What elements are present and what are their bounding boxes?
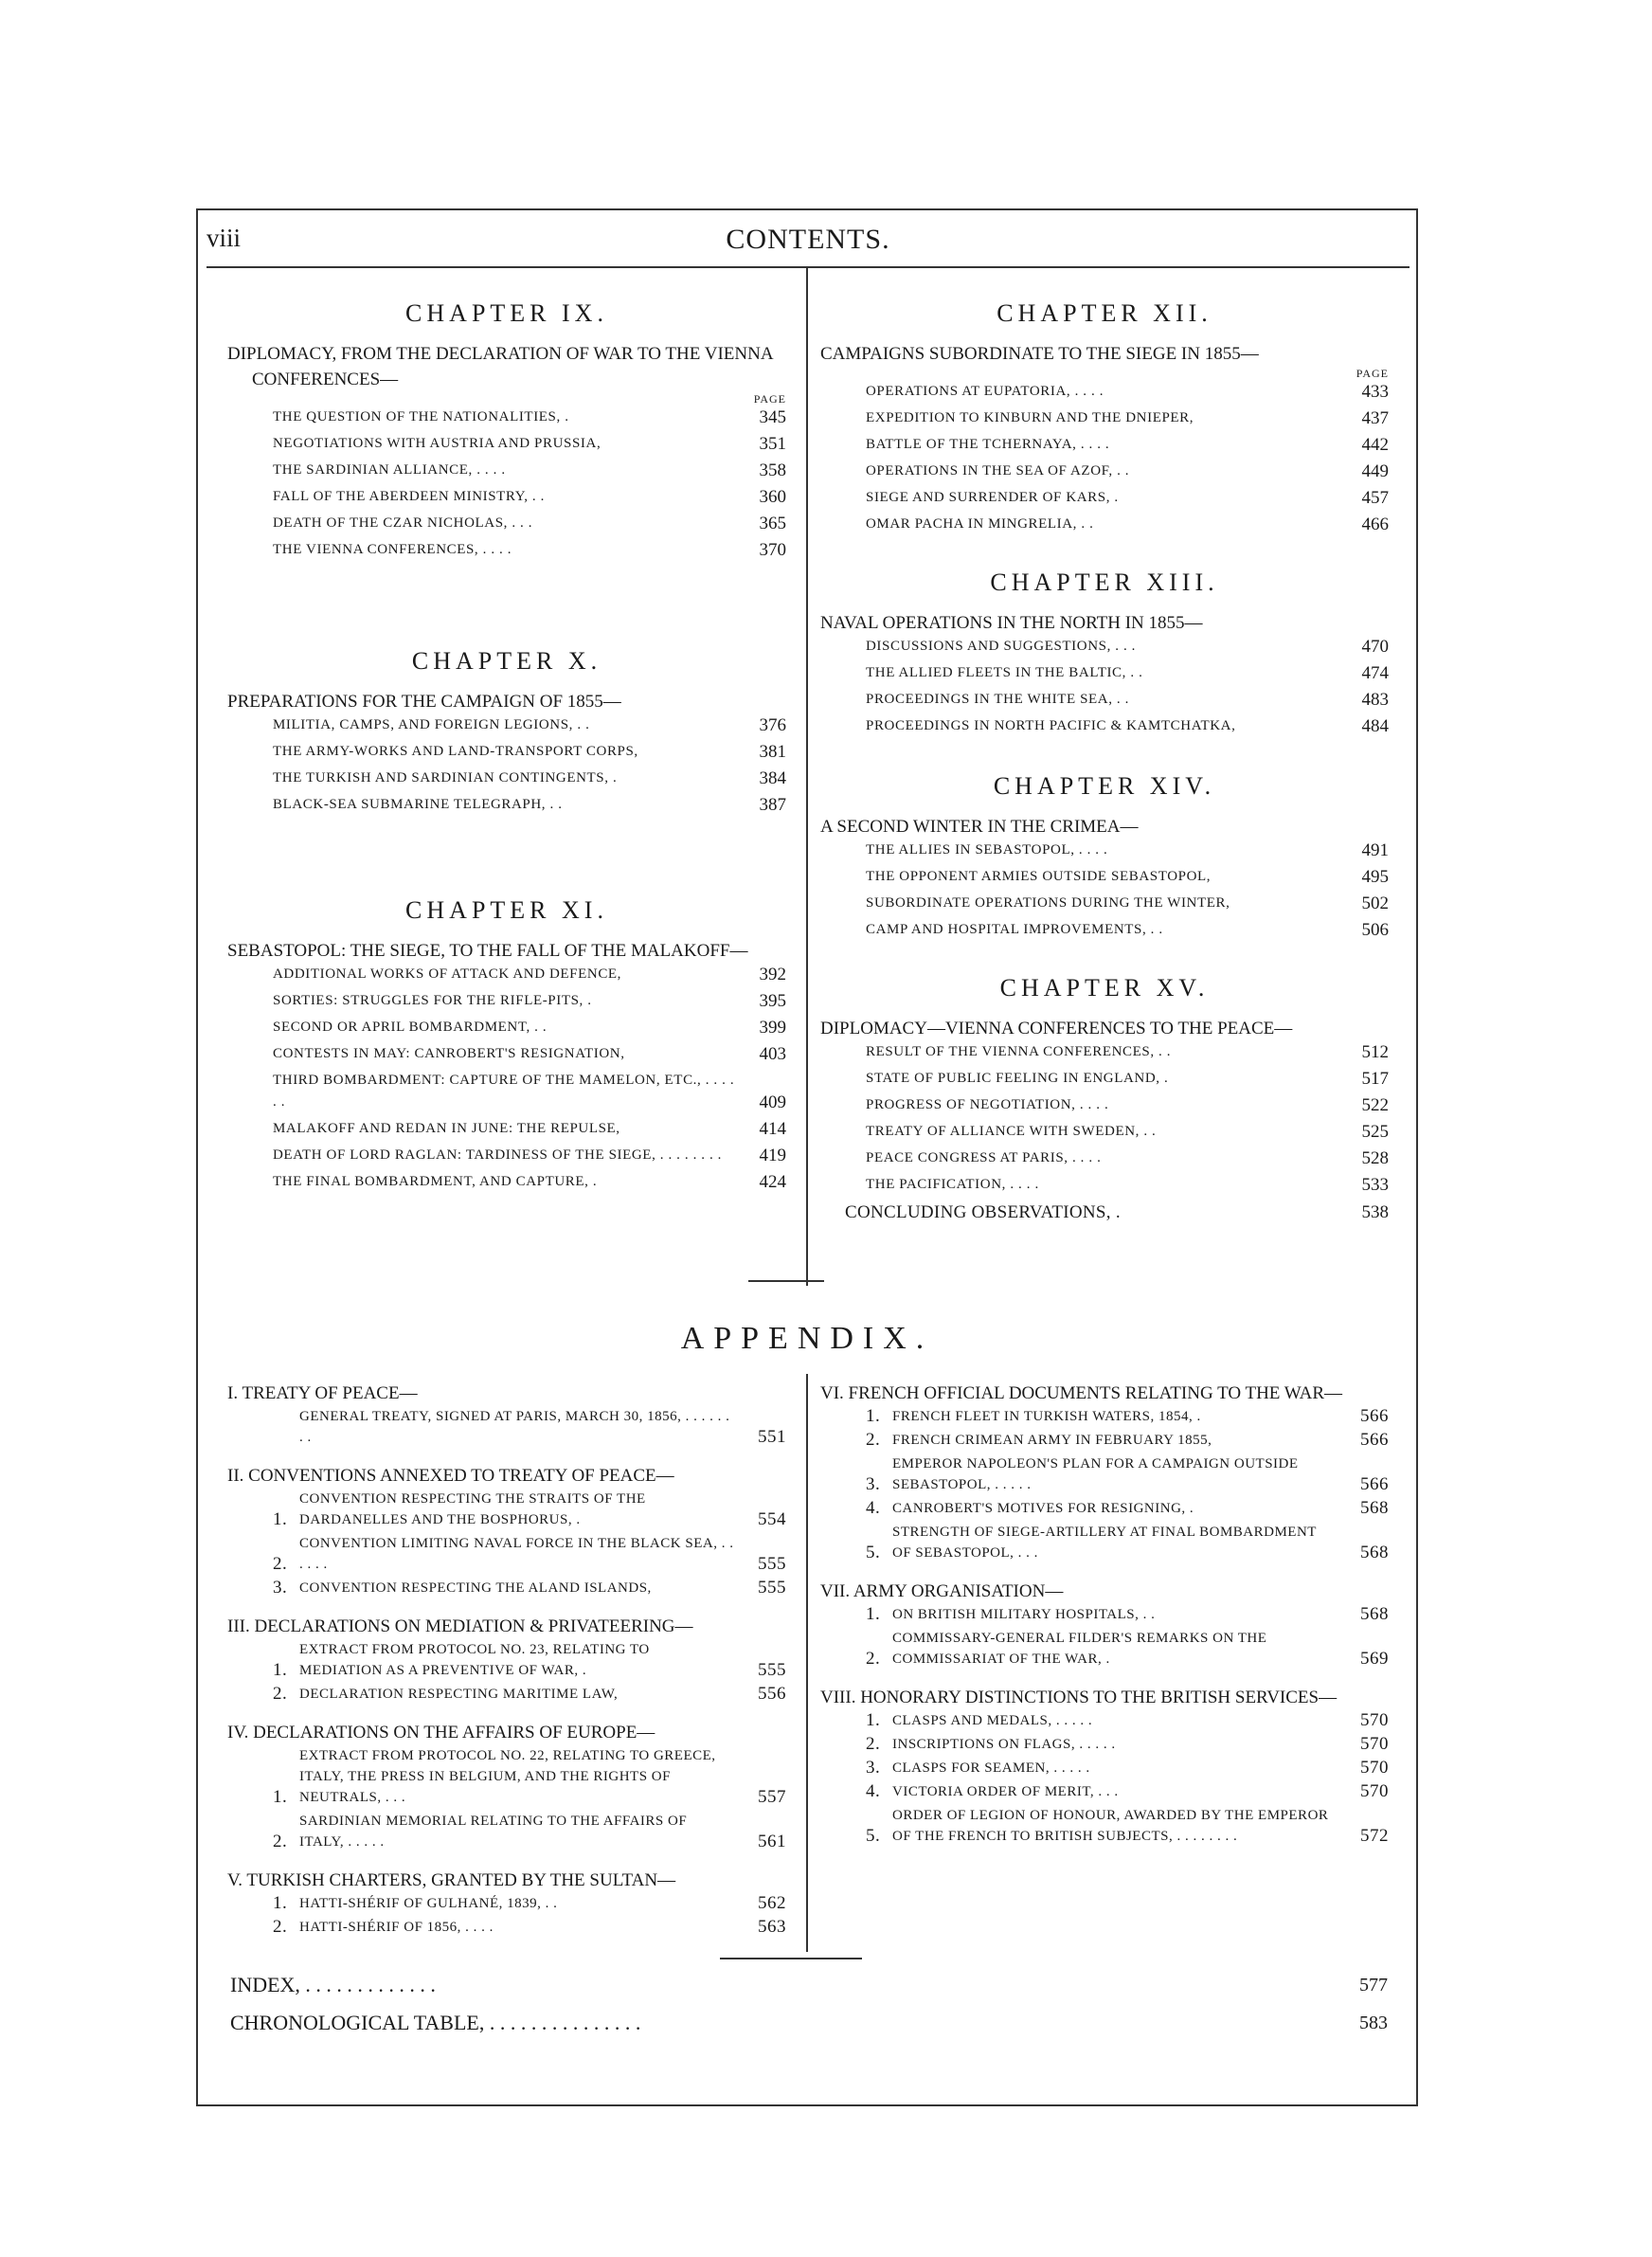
appendix-section — [227, 1381, 786, 1458]
appendix-entry[interactable] — [227, 1533, 786, 1575]
appendix-right-column — [820, 1376, 1389, 1857]
section-rule — [748, 1280, 824, 1282]
appendix-section-title: V. TURKISH CHARTERS, GRANTED BY THE SULTAN— — [227, 1870, 676, 1890]
chapter-ch9 — [227, 299, 786, 561]
chapter-ch13 — [820, 569, 1389, 737]
page-number: 551 — [758, 1427, 786, 1447]
item-number: 1. — [866, 1710, 881, 1730]
item-number: 5. — [866, 1543, 881, 1562]
concluding-entry[interactable] — [820, 1201, 1389, 1223]
chapter-title: SEBASTOPOL: THE SIEGE, TO THE FALL OF THE MALAKOFF— — [227, 941, 748, 961]
page-number: 554 — [758, 1509, 786, 1529]
toc-entry[interactable] — [820, 1041, 1389, 1063]
toc-entry[interactable] — [820, 407, 1389, 429]
item-number: 1. — [866, 1406, 881, 1426]
appendix-section — [227, 1464, 786, 1609]
appendix-entry[interactable] — [820, 1406, 1389, 1427]
page-number: 474 — [1361, 663, 1389, 683]
appendix-section-title: IV. DECLARATIONS ON THE AFFAIRS OF EUROPE— — [227, 1723, 655, 1742]
page-number: 381 — [759, 742, 786, 762]
toc-entry[interactable] — [820, 689, 1389, 711]
item-number: 1. — [273, 1660, 288, 1680]
toc-entry[interactable] — [820, 840, 1389, 861]
entry-title: OPERATIONS IN THE SEA OF AZOF, . . — [866, 463, 1130, 478]
entry-title: EMPEROR NAPOLEON'S PLAN FOR A CAMPAIGN OUTSIDE SEBASTOPOL, . . . . . — [892, 1456, 1299, 1492]
entry-title: THE QUESTION OF THE NATIONALITIES, . — [273, 409, 569, 424]
page-number: 399 — [759, 1018, 786, 1038]
entry-title: SUBORDINATE OPERATIONS DURING THE WINTER, — [866, 895, 1230, 911]
toc-entry[interactable] — [227, 460, 786, 481]
chapter-ch15 — [820, 974, 1389, 1223]
entry-title: CONVENTION LIMITING NAVAL FORCE IN THE BLACK SEA, . . . . . . — [299, 1536, 734, 1572]
item-number: 3. — [866, 1474, 881, 1494]
toc-entry[interactable] — [820, 1121, 1389, 1143]
item-number: 2. — [866, 1734, 881, 1754]
page-number: 528 — [1361, 1148, 1389, 1168]
chapter-heading: CHAPTER XV. — [999, 974, 1210, 1002]
item-number: 4. — [866, 1781, 881, 1801]
page-number: 561 — [758, 1832, 786, 1851]
entry-title: THE OPPONENT ARMIES OUTSIDE SEBASTOPOL, — [866, 869, 1212, 884]
chapter-heading: CHAPTER XII. — [997, 299, 1212, 327]
toc-entry[interactable] — [820, 893, 1389, 914]
appendix-entry[interactable] — [820, 1498, 1389, 1519]
entry-title: GENERAL TREATY, SIGNED AT PARIS, MARCH 30, 1856, . . . . . . . . — [299, 1409, 730, 1445]
appendix-entry[interactable] — [820, 1628, 1389, 1670]
page-number: 345 — [759, 407, 786, 427]
page-number: 570 — [1360, 1710, 1389, 1730]
entry-title: EXTRACT FROM PROTOCOL NO. 23, RELATING TO MEDIATION AS A PREVENTIVE OF WAR, . — [299, 1642, 650, 1678]
chapter-title: A SECOND WINTER IN THE CRIMEA— — [820, 817, 1139, 837]
entry-title: SARDINIAN MEMORIAL RELATING TO THE AFFAIRS OF ITALY, . . . . . — [299, 1814, 688, 1850]
page-number: 484 — [1361, 716, 1389, 736]
appendix-entry[interactable] — [820, 1734, 1389, 1755]
item-number: 1. — [866, 1604, 881, 1624]
appendix-entry[interactable] — [227, 1811, 786, 1852]
toc-entry[interactable] — [227, 539, 786, 561]
toc-entry[interactable] — [820, 381, 1389, 403]
appendix-section-title: II. CONVENTIONS ANNEXED TO TREATY OF PEACE— — [227, 1466, 674, 1486]
entry-title: CLASPS AND MEDALS, . . . . . — [892, 1713, 1093, 1728]
item-number: 1. — [273, 1893, 288, 1913]
page-number: 522 — [1361, 1095, 1389, 1115]
entry-title: THE VIENNA CONFERENCES, . . . . — [273, 542, 512, 557]
item-number: 2. — [273, 1832, 288, 1851]
toc-entry[interactable] — [227, 767, 786, 789]
toc-entry[interactable] — [227, 1043, 786, 1065]
chapter-heading: CHAPTER XI. — [405, 896, 608, 924]
item-number: 5. — [866, 1826, 881, 1846]
page-number: 395 — [759, 991, 786, 1011]
page-number: 437 — [1361, 408, 1389, 428]
page-number: 566 — [1360, 1406, 1389, 1426]
page-number: 533 — [1361, 1175, 1389, 1195]
entry-title: STRENGTH OF SIEGE-ARTILLERY AT FINAL BOMBARDMENT OF SEBASTOPOL, . . . — [892, 1525, 1317, 1561]
entry-title: FALL OF THE ABERDEEN MINISTRY, . . — [273, 489, 545, 504]
appendix-entry[interactable] — [227, 1578, 786, 1598]
closing-rule — [720, 1958, 862, 1959]
running-title: CONTENTS. — [726, 224, 890, 255]
entry-title: DEATH OF LORD RAGLAN: TARDINESS OF THE SIEGE, . . . . . . . . — [273, 1147, 723, 1163]
page-number: 568 — [1360, 1498, 1389, 1518]
page-number: 568 — [1360, 1543, 1389, 1562]
appendix-entry[interactable] — [820, 1781, 1389, 1802]
appendix-entry[interactable] — [820, 1604, 1389, 1625]
entry-title: INSCRIPTIONS ON FLAGS, . . . . . — [892, 1737, 1116, 1752]
chapter-title: PREPARATIONS FOR THE CAMPAIGN OF 1855— — [227, 692, 621, 712]
page-number: 525 — [1361, 1122, 1389, 1142]
entry-title: MILITIA, CAMPS, AND FOREIGN LEGIONS, . . — [273, 717, 590, 732]
appendix-left-column — [227, 1376, 786, 1948]
entry-title: FRENCH CRIMEAN ARMY IN FEBRUARY 1855, — [892, 1433, 1212, 1448]
entry-title: FRENCH FLEET IN TURKISH WATERS, 1854, . — [892, 1409, 1201, 1424]
chapter-title: DIPLOMACY, FROM THE DECLARATION OF WAR TO THE VIENNA CONFERENCES— — [227, 344, 773, 389]
appendix-entry[interactable] — [227, 1406, 786, 1448]
entry-title: CONTESTS IN MAY: CANROBERT'S RESIGNATION, — [273, 1046, 625, 1061]
chapter-heading: CHAPTER X. — [411, 647, 602, 675]
entry-title: PEACE CONGRESS AT PARIS, . . . . — [866, 1150, 1102, 1165]
toc-entry[interactable] — [227, 1017, 786, 1038]
entry-title: BATTLE OF THE TCHERNAYA, . . . . — [866, 437, 1110, 452]
page-number: 376 — [759, 715, 786, 735]
toc-entry[interactable] — [820, 866, 1389, 888]
toc-entry[interactable] — [820, 1094, 1389, 1116]
appendix-entry[interactable] — [227, 1893, 786, 1914]
page-number: 442 — [1361, 435, 1389, 455]
page-number: 583 — [1359, 2013, 1388, 2033]
entry-title: PROCEEDINGS IN THE WHITE SEA, . . — [866, 692, 1129, 707]
chapter-title: CAMPAIGNS SUBORDINATE TO THE SIEGE IN 1855— — [820, 344, 1259, 364]
toc-entry[interactable] — [227, 406, 786, 428]
entry-title: MALAKOFF AND REDAN IN JUNE: THE REPULSE, — [273, 1121, 620, 1136]
column-divider-appendix — [806, 1374, 808, 1952]
entry-title: THE TURKISH AND SARDINIAN CONTINGENTS, . — [273, 770, 618, 785]
appendix-entry[interactable] — [820, 1710, 1389, 1731]
appendix-entry[interactable] — [227, 1684, 786, 1705]
toc-entry[interactable] — [820, 1147, 1389, 1169]
toc-entry[interactable] — [227, 714, 786, 736]
entry-title: CANROBERT'S MOTIVES FOR RESIGNING, . — [892, 1501, 1194, 1516]
page-number: 572 — [1360, 1826, 1389, 1846]
entry-title: THE SARDINIAN ALLIANCE, . . . . — [273, 462, 506, 478]
page-number: 365 — [759, 514, 786, 533]
toc-entry[interactable] — [227, 486, 786, 508]
item-number: 2. — [273, 1554, 288, 1574]
page-number: 403 — [759, 1044, 786, 1064]
appendix-section-title: VI. FRENCH OFFICIAL DOCUMENTS RELATING TO THE WAR— — [820, 1383, 1343, 1403]
appendix-section-title: VIII. HONORARY DISTINCTIONS TO THE BRITISH SERVICES— — [820, 1688, 1338, 1707]
page-number: 358 — [759, 460, 786, 480]
appendix-section — [820, 1381, 1389, 1574]
toc-entry[interactable] — [820, 460, 1389, 482]
page-number: 414 — [759, 1119, 786, 1139]
appendix-section — [820, 1686, 1389, 1857]
entry-title: EXPEDITION TO KINBURN AND THE DNIEPER, — [866, 410, 1194, 425]
entry-title: COMMISSARY-GENERAL FILDER'S REMARKS ON THE COMMISSARIAT OF THE WAR, . — [892, 1631, 1267, 1667]
toc-entry[interactable] — [227, 741, 786, 763]
toc-entry[interactable] — [820, 636, 1389, 658]
page-number: 384 — [759, 768, 786, 788]
page-number: 577 — [1359, 1975, 1388, 1995]
item-number: 2. — [273, 1684, 288, 1704]
page-number: 556 — [758, 1684, 786, 1704]
page-number: 555 — [758, 1578, 786, 1598]
appendix-entry[interactable] — [820, 1430, 1389, 1451]
item-number: 3. — [866, 1758, 881, 1778]
toc-entry[interactable] — [820, 662, 1389, 684]
header-rule — [206, 266, 1410, 268]
page-number: 570 — [1360, 1781, 1389, 1801]
column-divider-top — [806, 267, 808, 1286]
appendix-entry[interactable] — [227, 1489, 786, 1530]
appendix-entry[interactable] — [820, 1522, 1389, 1563]
toc-entry[interactable] — [820, 1174, 1389, 1196]
chapter-heading: CHAPTER XIII. — [990, 569, 1219, 596]
entry-title: THIRD BOMBARDMENT: CAPTURE OF THE MAMELON, ETC., . . . . . . — [273, 1073, 735, 1110]
appendix-entry[interactable] — [820, 1805, 1389, 1847]
page-number: 517 — [1361, 1069, 1389, 1089]
entry-title: VICTORIA ORDER OF MERIT, . . . — [892, 1784, 1119, 1799]
item-number: 2. — [273, 1917, 288, 1937]
appendix-entry[interactable] — [820, 1454, 1389, 1495]
page-header — [206, 224, 1410, 262]
entry-title: CHRONOLOGICAL TABLE, . . . . . . . . . . . . . . . — [230, 2011, 641, 2034]
page-number: 470 — [1361, 637, 1389, 657]
appendix-section — [820, 1580, 1389, 1680]
entry-title: CONVENTION RESPECTING THE STRAITS OF THE DARDANELLES AND THE BOSPHORUS, . — [299, 1491, 646, 1527]
index-entry[interactable] — [230, 1966, 1388, 2004]
chapter-ch10 — [227, 647, 786, 816]
toc-entry[interactable] — [227, 1145, 786, 1166]
entry-title: THE PACIFICATION, . . . . — [866, 1177, 1039, 1192]
chapter-ch14 — [820, 772, 1389, 941]
page-number: 387 — [759, 795, 786, 815]
appendix-section — [227, 1615, 786, 1715]
appendix-entry[interactable] — [820, 1758, 1389, 1779]
toc-entry[interactable] — [820, 715, 1389, 737]
toc-entry[interactable] — [227, 964, 786, 985]
entry-title: EXTRACT FROM PROTOCOL NO. 22, RELATING TO GREECE, ITALY, THE PRESS IN BELGIUM, AND THE RIGHTS OF NEUTRALS, . . . — [299, 1748, 716, 1805]
page-number: 555 — [758, 1660, 786, 1680]
entry-title: NEGOTIATIONS WITH AUSTRIA AND PRUSSIA, — [273, 436, 602, 451]
entry-title: SECOND OR APRIL BOMBARDMENT, . . — [273, 1020, 548, 1035]
entry-title: SIEGE AND SURRENDER OF KARS, . — [866, 490, 1119, 505]
entry-title: OPERATIONS AT EUPATORIA, . . . . — [866, 384, 1104, 399]
toc-entry[interactable] — [820, 434, 1389, 456]
appendix-heading: APPENDIX. — [680, 1321, 934, 1356]
appendix-entry[interactable] — [227, 1745, 786, 1808]
chapter-ch11 — [227, 896, 786, 1193]
page-number: 555 — [758, 1554, 786, 1574]
page-number: 538 — [1361, 1202, 1389, 1222]
page-number: 419 — [759, 1146, 786, 1165]
chapter-heading: CHAPTER IX. — [405, 299, 608, 327]
item-number: 3. — [273, 1578, 288, 1598]
page-number: 563 — [758, 1917, 786, 1937]
toc-entry[interactable] — [820, 919, 1389, 941]
toc-entry[interactable] — [227, 513, 786, 534]
page-number: 506 — [1361, 920, 1389, 940]
item-number: 1. — [273, 1787, 288, 1807]
left-column — [227, 299, 786, 1198]
page-number: 570 — [1360, 1734, 1389, 1754]
entry-title: THE ALLIES IN SEBASTOPOL, . . . . — [866, 842, 1108, 858]
page-number: 360 — [759, 487, 786, 507]
page-number: 483 — [1361, 690, 1389, 710]
toc-entry[interactable] — [820, 514, 1389, 535]
appendix-section — [227, 1869, 786, 1948]
toc-entry[interactable] — [820, 487, 1389, 509]
toc-entry[interactable] — [227, 433, 786, 455]
item-number: 4. — [866, 1498, 881, 1518]
page-number: 392 — [759, 965, 786, 984]
chapter-ch12 — [820, 299, 1389, 535]
entry-title: CONVENTION RESPECTING THE ALAND ISLANDS, — [299, 1580, 652, 1596]
page-number: 557 — [758, 1787, 786, 1807]
entry-title: SORTIES: STRUGGLES FOR THE RIFLE-PITS, . — [273, 993, 592, 1008]
toc-entry[interactable] — [227, 990, 786, 1012]
page-number: 562 — [758, 1893, 786, 1913]
page-number: 502 — [1361, 894, 1389, 913]
entry-title: DEATH OF THE CZAR NICHOLAS, . . . — [273, 515, 533, 531]
toc-entry[interactable] — [227, 794, 786, 816]
page-number: 568 — [1360, 1604, 1389, 1624]
entry-title: OMAR PACHA IN MINGRELIA, . . — [866, 516, 1094, 532]
toc-entry[interactable] — [227, 1070, 786, 1113]
appendix-section-title: III. DECLARATIONS ON MEDIATION & PRIVATEERING— — [227, 1616, 693, 1636]
page-number: 512 — [1361, 1042, 1389, 1062]
folio-number: viii — [206, 224, 242, 252]
toc-entry[interactable] — [227, 1118, 786, 1140]
entry-title: PROCEEDINGS IN NORTH PACIFIC & KAMTCHATKA, — [866, 718, 1236, 733]
entry-title: CLASPS FOR SEAMEN, . . . . . — [892, 1760, 1090, 1776]
appendix-entry[interactable] — [227, 1639, 786, 1681]
entry-title: THE ARMY-WORKS AND LAND-TRANSPORT CORPS, — [273, 744, 638, 759]
page-number: 570 — [1360, 1758, 1389, 1778]
item-number: 2. — [866, 1430, 881, 1450]
entry-title: DISCUSSIONS AND SUGGESTIONS, . . . — [866, 639, 1137, 654]
entry-title: TREATY OF ALLIANCE WITH SWEDEN, . . — [866, 1124, 1157, 1139]
page-number: 409 — [759, 1092, 786, 1112]
entry-title: CAMP AND HOSPITAL IMPROVEMENTS, . . — [866, 922, 1163, 937]
entry-title: HATTI-SHÉRIF OF GULHANÉ, 1839, . . — [299, 1896, 558, 1911]
entry-title: CONCLUDING OBSERVATIONS, . — [845, 1202, 1121, 1222]
entry-title: ADDITIONAL WORKS OF ATTACK AND DEFENCE, — [273, 966, 622, 982]
page-label: PAGE — [753, 392, 786, 406]
appendix-section-title: VII. ARMY ORGANISATION— — [820, 1581, 1064, 1601]
entry-title: HATTI-SHÉRIF OF 1856, . . . . — [299, 1920, 494, 1935]
toc-entry[interactable] — [820, 1068, 1389, 1090]
appendix-section-title: I. TREATY OF PEACE— — [227, 1383, 418, 1403]
entry-title: ON BRITISH MILITARY HOSPITALS, . . — [892, 1607, 1156, 1622]
chapter-heading: CHAPTER XIV. — [993, 772, 1216, 800]
back-matter — [230, 1966, 1388, 2042]
entry-title: INDEX, . . . . . . . . . . . . . — [230, 1973, 436, 1996]
page-number: 351 — [759, 434, 786, 454]
entry-title: DECLARATION RESPECTING MARITIME LAW, — [299, 1687, 619, 1702]
page-number: 466 — [1361, 515, 1389, 534]
page-number: 491 — [1361, 840, 1389, 860]
toc-entry[interactable] — [227, 1171, 786, 1193]
right-column — [820, 299, 1389, 1228]
page-number: 449 — [1361, 461, 1389, 481]
page-number: 495 — [1361, 867, 1389, 887]
item-number: 2. — [866, 1649, 881, 1669]
page-number: 424 — [759, 1172, 786, 1192]
entry-title: ORDER OF LEGION OF HONOUR, AWARDED BY THE EMPEROR OF THE FRENCH TO BRITISH SUBJECTS, . . . . . . . . — [892, 1808, 1329, 1844]
page-number: 433 — [1361, 382, 1389, 402]
page-number: 566 — [1360, 1430, 1389, 1450]
entry-title: PROGRESS OF NEGOTIATION, . . . . — [866, 1097, 1109, 1112]
page-number: 370 — [759, 540, 786, 560]
appendix-entry[interactable] — [227, 1917, 786, 1938]
entry-title: THE FINAL BOMBARDMENT, AND CAPTURE, . — [273, 1174, 598, 1189]
page-number: 566 — [1360, 1474, 1389, 1494]
chronological-table-entry[interactable] — [230, 2004, 1388, 2042]
appendix-section — [227, 1721, 786, 1863]
item-number: 1. — [273, 1509, 288, 1529]
chapter-title: DIPLOMACY—VIENNA CONFERENCES TO THE PEACE— — [820, 1019, 1293, 1038]
page-number: 457 — [1361, 488, 1389, 508]
page-number: 569 — [1360, 1649, 1389, 1669]
entry-title: THE ALLIED FLEETS IN THE BALTIC, . . — [866, 665, 1143, 680]
page-label: PAGE — [1356, 367, 1389, 380]
entry-title: RESULT OF THE VIENNA CONFERENCES, . . — [866, 1044, 1172, 1059]
chapter-title: NAVAL OPERATIONS IN THE NORTH IN 1855— — [820, 613, 1203, 633]
entry-title: BLACK-SEA SUBMARINE TELEGRAPH, . . — [273, 797, 563, 812]
entry-title: STATE OF PUBLIC FEELING IN ENGLAND, . — [866, 1071, 1169, 1086]
